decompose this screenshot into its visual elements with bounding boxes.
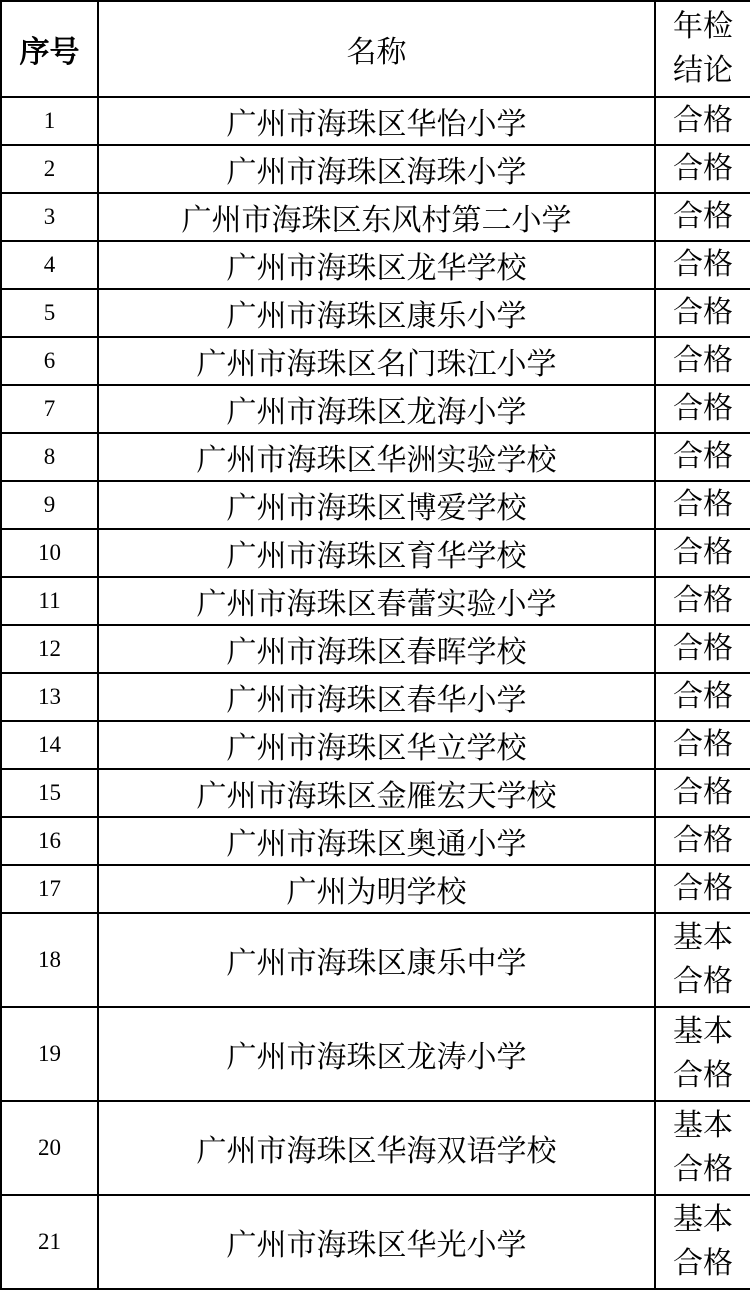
row-name: 广州市海珠区华立学校 bbox=[98, 721, 655, 769]
row-result-text: 基本合格 bbox=[673, 1014, 733, 1093]
table-row bbox=[1, 433, 750, 481]
row-result-text: 合格 bbox=[673, 199, 733, 234]
row-result bbox=[655, 769, 750, 817]
row-name: 广州市海珠区龙海小学 bbox=[98, 385, 655, 433]
row-result-text: 合格 bbox=[673, 727, 733, 762]
row-index: 14 bbox=[1, 721, 98, 769]
row-name: 广州市海珠区康乐小学 bbox=[98, 289, 655, 337]
table-row bbox=[1, 529, 750, 577]
row-result-text: 合格 bbox=[673, 295, 733, 330]
row-result bbox=[655, 817, 750, 865]
row-index: 17 bbox=[1, 865, 98, 913]
row-index: 13 bbox=[1, 673, 98, 721]
row-result-text: 合格 bbox=[673, 679, 733, 714]
row-result bbox=[655, 529, 750, 577]
row-result bbox=[655, 673, 750, 721]
row-result-text: 合格 bbox=[673, 823, 733, 858]
row-name: 广州市海珠区华怡小学 bbox=[98, 97, 655, 145]
row-result bbox=[655, 1101, 750, 1195]
header-name: 名称 bbox=[98, 1, 655, 97]
row-result bbox=[655, 913, 750, 1007]
table-row bbox=[1, 193, 750, 241]
row-index: 6 bbox=[1, 337, 98, 385]
row-result bbox=[655, 625, 750, 673]
row-name: 广州市海珠区春晖学校 bbox=[98, 625, 655, 673]
row-result-text: 基本合格 bbox=[673, 1202, 733, 1281]
row-index: 4 bbox=[1, 241, 98, 289]
header-index: 序号 bbox=[1, 1, 98, 97]
row-result-text: 基本合格 bbox=[673, 920, 733, 999]
row-result bbox=[655, 481, 750, 529]
row-name: 广州市海珠区博爱学校 bbox=[98, 481, 655, 529]
table-row bbox=[1, 913, 750, 1007]
table-row bbox=[1, 385, 750, 433]
header-result bbox=[655, 1, 750, 97]
row-result-text: 合格 bbox=[673, 343, 733, 378]
row-name: 广州市海珠区康乐中学 bbox=[98, 913, 655, 1007]
row-result-text: 合格 bbox=[673, 151, 733, 186]
row-result bbox=[655, 193, 750, 241]
row-index: 2 bbox=[1, 145, 98, 193]
row-name: 广州市海珠区春蕾实验小学 bbox=[98, 577, 655, 625]
row-result-text: 合格 bbox=[673, 247, 733, 282]
row-index: 18 bbox=[1, 913, 98, 1007]
row-index: 5 bbox=[1, 289, 98, 337]
table-row bbox=[1, 337, 750, 385]
row-result-text: 基本合格 bbox=[673, 1108, 733, 1187]
row-name: 广州市海珠区龙涛小学 bbox=[98, 1007, 655, 1101]
row-result bbox=[655, 289, 750, 337]
row-result-text: 合格 bbox=[673, 775, 733, 810]
table-row bbox=[1, 865, 750, 913]
row-index: 9 bbox=[1, 481, 98, 529]
row-result-text: 合格 bbox=[673, 439, 733, 474]
table-row bbox=[1, 577, 750, 625]
row-result bbox=[655, 145, 750, 193]
table-row bbox=[1, 625, 750, 673]
table-row bbox=[1, 145, 750, 193]
row-index: 15 bbox=[1, 769, 98, 817]
row-name: 广州市海珠区海珠小学 bbox=[98, 145, 655, 193]
row-result bbox=[655, 241, 750, 289]
table-row bbox=[1, 817, 750, 865]
row-name: 广州为明学校 bbox=[98, 865, 655, 913]
row-result bbox=[655, 577, 750, 625]
row-result-text: 合格 bbox=[673, 103, 733, 138]
row-index: 20 bbox=[1, 1101, 98, 1195]
row-name: 广州市海珠区名门珠江小学 bbox=[98, 337, 655, 385]
table-row bbox=[1, 1007, 750, 1101]
row-index: 19 bbox=[1, 1007, 98, 1101]
row-name: 广州市海珠区奥通小学 bbox=[98, 817, 655, 865]
table-row bbox=[1, 97, 750, 145]
row-result-text: 合格 bbox=[673, 391, 733, 426]
table-row bbox=[1, 1195, 750, 1289]
row-index: 1 bbox=[1, 97, 98, 145]
row-index: 12 bbox=[1, 625, 98, 673]
row-result-text: 合格 bbox=[673, 535, 733, 570]
row-result bbox=[655, 337, 750, 385]
table-row bbox=[1, 1101, 750, 1195]
row-index: 11 bbox=[1, 577, 98, 625]
row-result-text: 合格 bbox=[673, 583, 733, 618]
row-result bbox=[655, 1195, 750, 1289]
table-row bbox=[1, 673, 750, 721]
row-index: 8 bbox=[1, 433, 98, 481]
row-index: 3 bbox=[1, 193, 98, 241]
row-result bbox=[655, 721, 750, 769]
row-result-text: 合格 bbox=[673, 631, 733, 666]
header-result-text: 年检结论 bbox=[673, 9, 733, 88]
row-name: 广州市海珠区华洲实验学校 bbox=[98, 433, 655, 481]
row-index: 16 bbox=[1, 817, 98, 865]
row-result bbox=[655, 433, 750, 481]
row-name: 广州市海珠区金雁宏天学校 bbox=[98, 769, 655, 817]
row-index: 10 bbox=[1, 529, 98, 577]
row-name: 广州市海珠区华海双语学校 bbox=[98, 1101, 655, 1195]
row-name: 广州市海珠区育华学校 bbox=[98, 529, 655, 577]
table-row bbox=[1, 241, 750, 289]
row-index: 21 bbox=[1, 1195, 98, 1289]
row-result-text: 合格 bbox=[673, 871, 733, 906]
row-name: 广州市海珠区春华小学 bbox=[98, 673, 655, 721]
row-name: 广州市海珠区东风村第二小学 bbox=[98, 193, 655, 241]
table-header-row bbox=[1, 1, 750, 97]
row-result bbox=[655, 97, 750, 145]
row-name: 广州市海珠区华光小学 bbox=[98, 1195, 655, 1289]
table-row bbox=[1, 769, 750, 817]
table-row bbox=[1, 721, 750, 769]
row-result-text: 合格 bbox=[673, 487, 733, 522]
table-row bbox=[1, 289, 750, 337]
row-result bbox=[655, 385, 750, 433]
row-result bbox=[655, 865, 750, 913]
row-result bbox=[655, 1007, 750, 1101]
row-index: 7 bbox=[1, 385, 98, 433]
table-row bbox=[1, 481, 750, 529]
row-name: 广州市海珠区龙华学校 bbox=[98, 241, 655, 289]
